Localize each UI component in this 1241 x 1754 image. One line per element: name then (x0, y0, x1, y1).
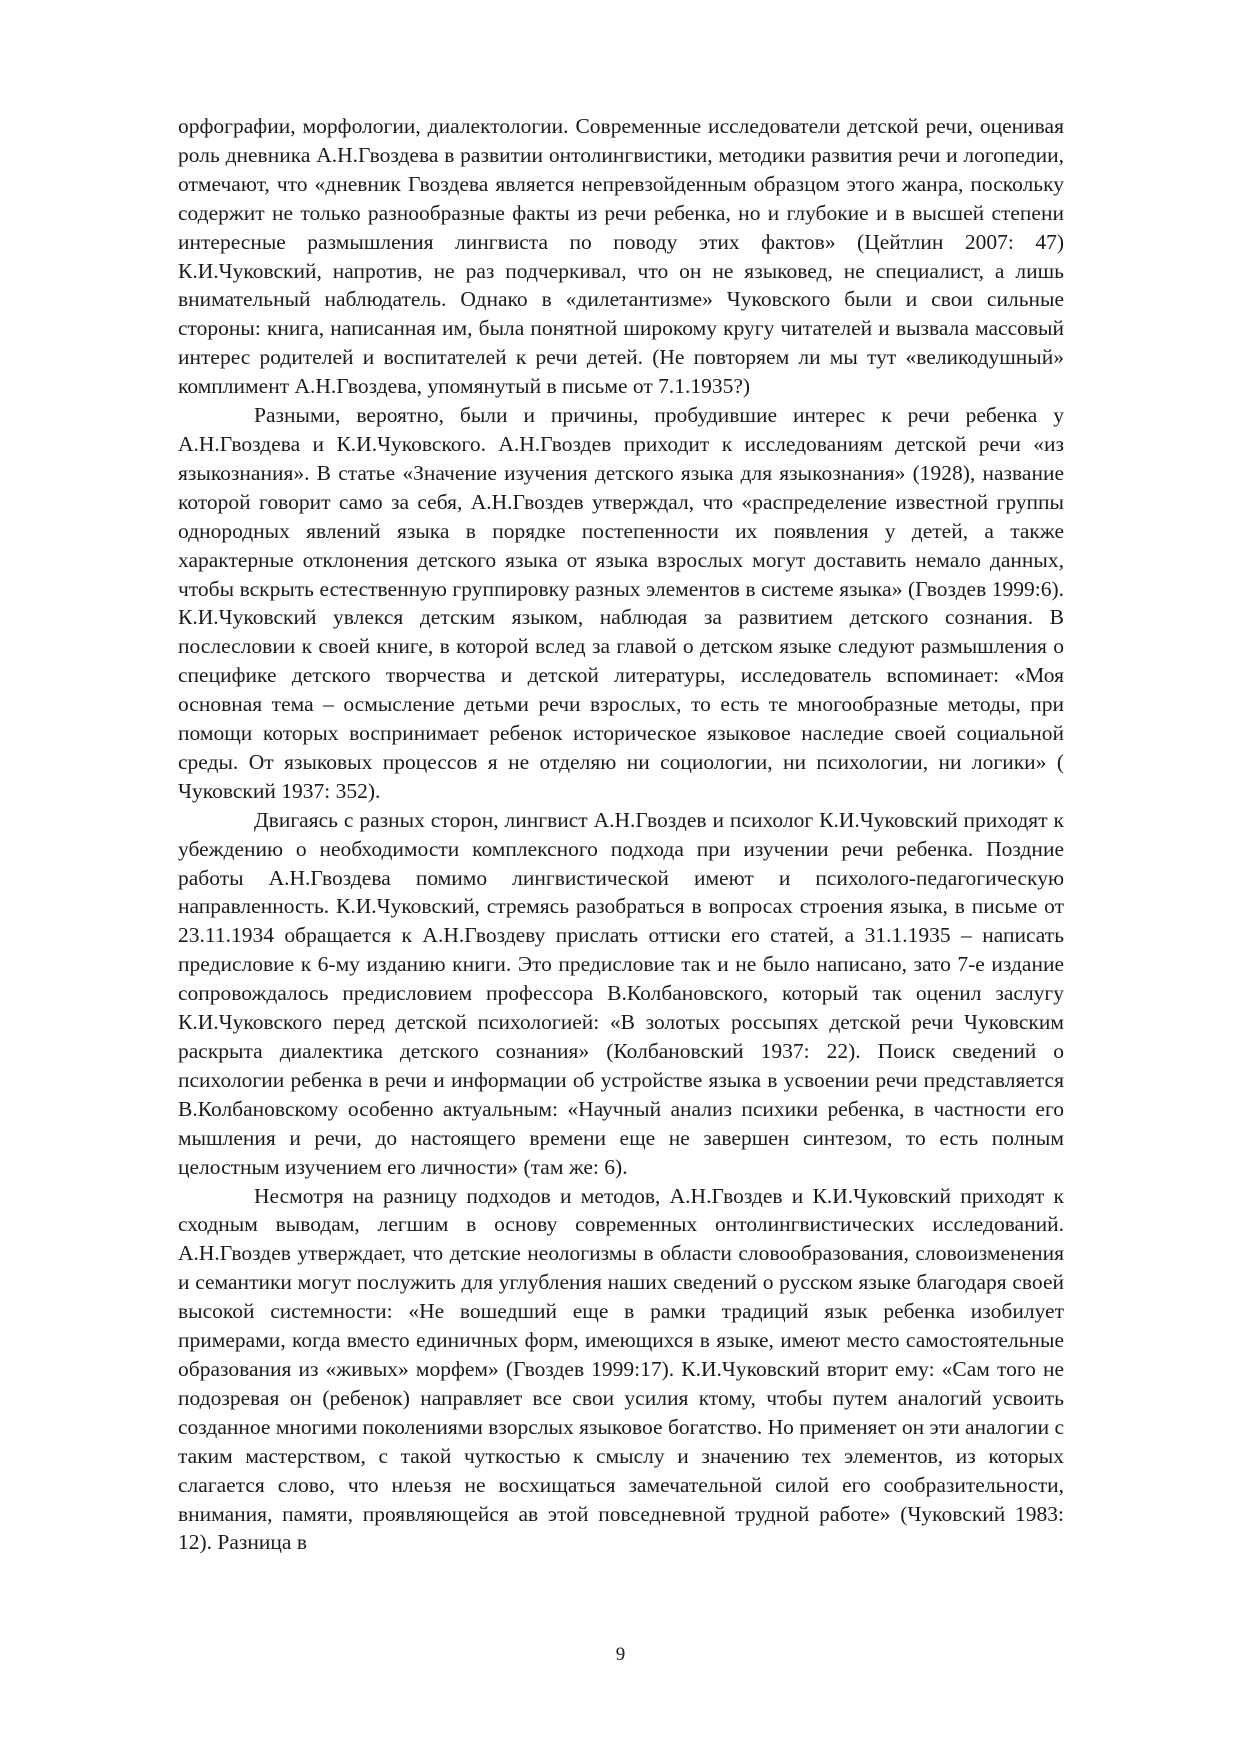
page-body (178, 112, 1064, 1557)
paragraph-2: Разными, вероятно, были и причины, пробудившие интерес к речи ребенка у А.Н.Гвоздева и К.И.Чуковского. А.Н.Гвоздев приходит к исследованиям детской речи «из языкознания». В статье «Значение изучения детского языка для языкознания» (1928), название которой говорит само за себя, А.Н.Гвоздев утверждал, что «распределение известной группы однородных явлений языка в порядке постепенности их появления у детей, а также характерные отклонения детского языка от языка взрослых могут доставить немало данных, чтобы вскрыть естественную группировку разных элементов в системе языка» (Гвоздев 1999:6). К.И.Чуковский увлекся детским языком, наблюдая за развитием детского сознания. В послесловии к своей книге, в которой вслед за главой о детском языке следуют размышления о специфике детского творчества и детской литературы, исследователь вспоминает: «Моя основная тема – осмысление детьми речи взрослых, то есть те многообразные методы, при помощи которых воспринимает ребенок историческое языковое наследие своей социальной среды. От языковых процессов я не отделяю ни социологии, ни психологии, ни логики» ( Чуковский 1937: 352). (178, 403, 1064, 803)
paragraph-1: орфографии, морфологии, диалектологии. Современные исследователи детской речи, оценивая роль дневника А.Н.Гвоздева в развитии онтолингвистики, методики развития речи и логопедии, отмечают, что «дневник Гвоздева является непревзойденным образцом этого жанра, поскольку содержит не только разнообразные факты из речи ребенка, но и глубокие и в высшей степени интересные размышления лингвиста по поводу этих фактов» (Цейтлин 2007: 47) К.И.Чуковский, напротив, не раз подчеркивал, что он не языковед, не специалист, а лишь внимательный наблюдатель. Однако в «дилетантизме» Чуковского были и свои сильные стороны: книга, написанная им, была понятной широкому кругу читателей и вызвала массовый интерес родителей и воспитателей к речи детей. (Не повторяем ли мы тут «великодушный» комплимент А.Н.Гвоздева, упомянутый в письме от 7.1.1935?) (178, 114, 1064, 399)
paragraph-3: Двигаясь с разных сторон, лингвист А.Н.Гвоздев и психолог К.И.Чуковский приходят к убеждению о необходимости комплексного подхода при изучении речи ребенка. Поздние работы А.Н.Гвоздева помимо лингвистической имеют и психолого-педагогическую направленность. К.И.Чуковский, стремясь разобраться в вопросах строения языка, в письме от 23.11.1934 обращается к А.Н.Гвоздеву прислать оттиски его статей, а 31.1.1935 – написать предисловие к 6-му изданию книги. Это предисловие так и не было написано, зато 7-е издание сопровождалось предисловием профессора В.Колбановского, который так оценил заслугу К.И.Чуковского перед детской психологией: «В золотых россыпях детской речи Чуковским раскрыта диалектика детского сознания» (Колбановский 1937: 22). Поиск сведений о психологии ребенка в речи и информации об устройстве языка в усвоении речи представляется В.Колбановскому особенно актуальным: «Научный анализ психики ребенка, в частности его мышления и речи, до настоящего времени еще не завершен синтезом, то есть полным целостным изучением его личности» (там же: 6). (178, 807, 1064, 1179)
paragraph-4: Несмотря на разницу подходов и методов, А.Н.Гвоздев и К.И.Чуковский приходят к сходным выводам, легшим в основу современных онтолингвистических исследований. А.Н.Гвоздев утверждает, что детские неологизмы в области словообразования, словоизменения и семантики могут послужить для углубления наших сведений о русском языке благодаря своей высокой системности: «Не вошедший еще в рамки традиций язык ребенка изобилует примерами, когда вместо единичных форм, имеющихся в языке, имеют место самостоятельные образования из «живых» морфем» (Гвоздев 1999:17). К.И.Чуковский вторит ему: «Сам того не подозревая он (ребенок) направляет все свои усилия ктому, чтобы путем аналогий усвоить созданное многими поколениями взорслых языковое богатство. Но применяет он эти аналогии с таким мастерством, с такой чуткостью к смыслу и значению тех элементов, из которых слагается слово, что нлеьзя не восхищаться замечательной силой его сообразительности, внимания, памяти, проявляющейся ав этой повседневной трудной работе» (Чуковский 1983: 12). Разница в (178, 1183, 1064, 1555)
page-number: 9 (615, 1644, 626, 1665)
